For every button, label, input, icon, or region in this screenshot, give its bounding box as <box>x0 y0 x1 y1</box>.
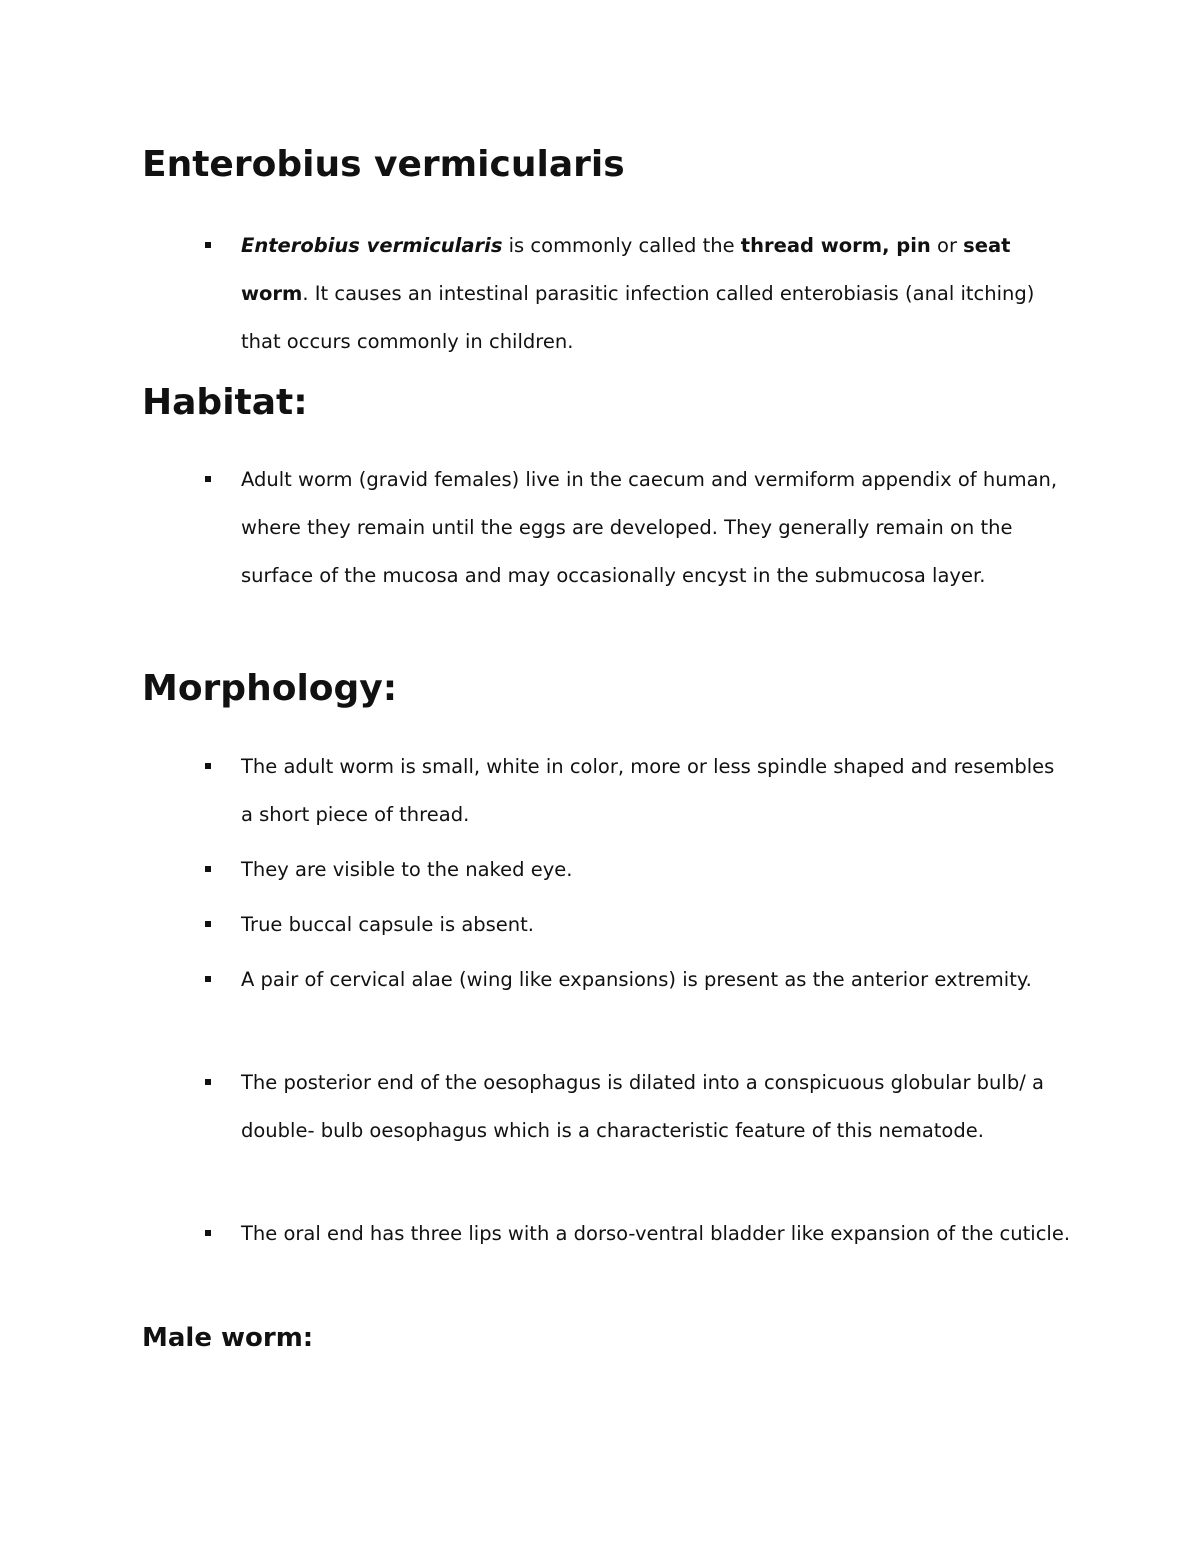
morphology-heading: Morphology: <box>142 668 398 709</box>
bullet-marker <box>205 956 215 1004</box>
bullet-marker <box>205 222 215 270</box>
bullet-marker <box>205 456 215 504</box>
bullet-marker <box>205 901 215 949</box>
habitat-heading: Habitat: <box>142 382 308 423</box>
bullet-marker <box>205 846 215 894</box>
common-name-thread: thread worm, pin <box>740 234 931 257</box>
page-title: Enterobius vermicularis <box>142 144 625 185</box>
habitat-item: Adult worm (gravid females) live in the caecum and vermiform appendix of human, where they remain until the eggs are developed. They generally remain on the surface of the mucosa and may occasionally encyst in the submucosa layer. <box>241 468 1058 587</box>
intro-paragraph <box>241 222 1071 366</box>
morphology-item: The adult worm is small, white in color, more or less spindle shaped and resembles a short piece of thread. <box>241 755 1055 826</box>
morphology-item: True buccal capsule is absent. <box>241 913 535 936</box>
morphology-item: A pair of cervical alae (wing like expansions) is present as the anterior extremity. <box>241 968 1032 991</box>
morphology-item: The posterior end of the oesophagus is dilated into a conspicuous globular bulb/ a double- bulb oesophagus which is a characteristic feature of this nematode. <box>241 1071 1044 1142</box>
intro-text-or: or <box>930 234 964 257</box>
intro-text: is commonly called the <box>502 234 741 257</box>
morphology-item: They are visible to the naked eye. <box>241 858 573 881</box>
morphology-item: The oral end has three lips with a dorso-ventral bladder like expansion of the cuticle. <box>241 1222 1071 1245</box>
male-worm-heading: Male worm: <box>142 1323 314 1353</box>
bullet-marker <box>205 1059 215 1107</box>
bullet-marker <box>205 743 215 791</box>
common-name-seat: seat worm <box>241 234 1011 305</box>
intro-text-rest: . It causes an intestinal parasitic infection called enterobiasis (anal itching) that occurs commonly in children. <box>241 282 1035 353</box>
bullet-marker <box>205 1210 215 1258</box>
species-name: Enterobius vermicularis <box>241 234 503 257</box>
